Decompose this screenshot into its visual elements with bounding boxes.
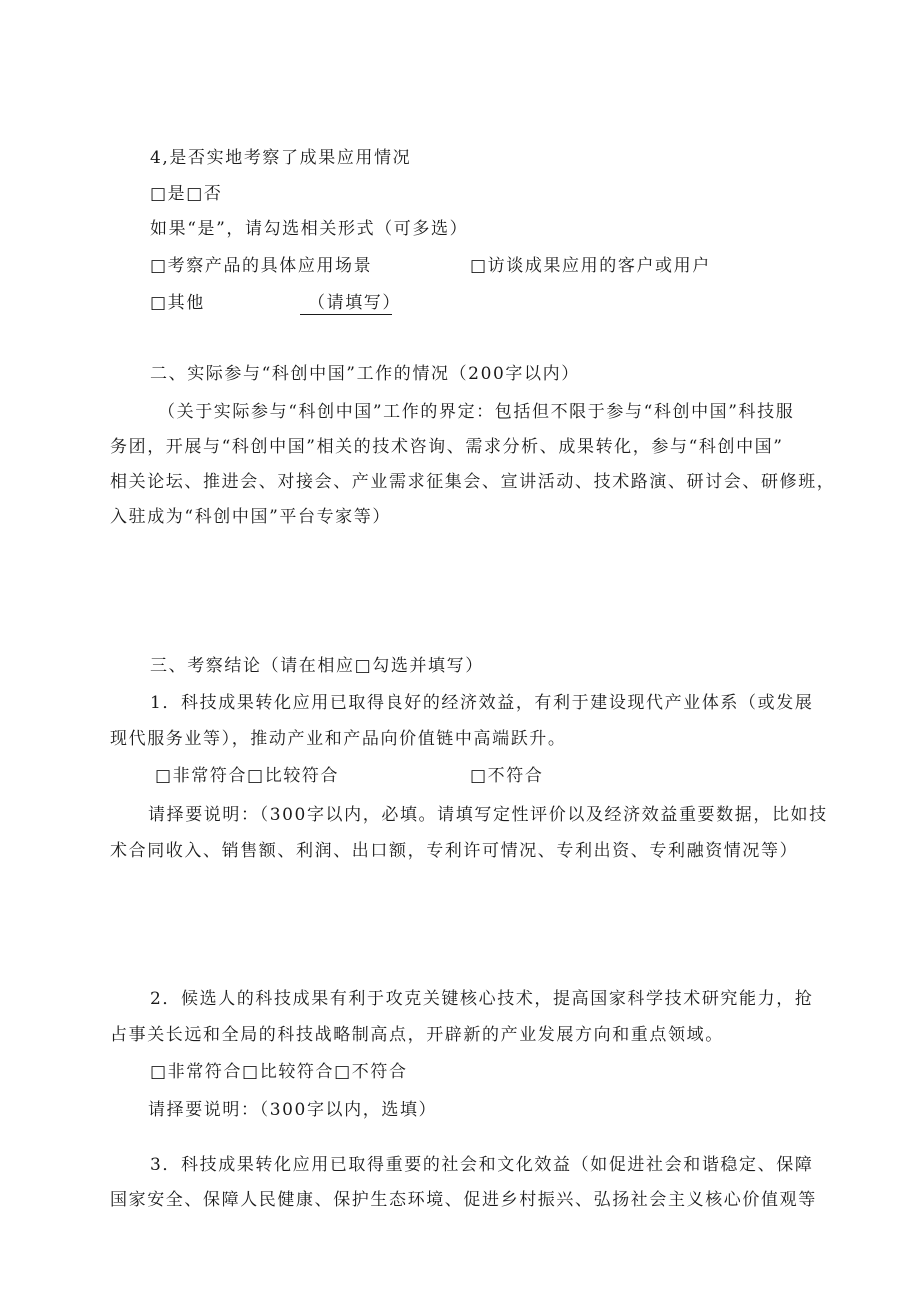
option-interview-users[interactable]: □访谈成果应用的客户或用户 [470,256,711,276]
item-2-text-line: 占事关长远和全局的科技战略制高点，开辟新的产业发展方向和重点领域。 [110,1025,724,1045]
section-3-heading: 三、考察结论（请在相应□勾选并填写） [150,656,484,676]
fill-blank-label: （请填写） [300,292,392,315]
item-2-options[interactable]: □非常符合□比较符合□不符合 [150,1062,408,1082]
section-2-note-line: 相关论坛、推进会、对接会、产业需求征集会、宣讲活动、技术路演、研讨会、研修班， [110,472,836,492]
item-1-option-not-match[interactable]: □不符合 [470,766,544,786]
item-1-explain-line: 术合同收入、销售额、利润、出口额，专利许可情况、专利出资、专利融资情况等） [110,841,799,861]
item-2-text-line: 2．候选人的科技成果有利于攻克关键核心技术，提高国家科学技术研究能力，抢 [150,989,814,1009]
section-2-note-line: （关于实际参与“科创中国”工作的界定：包括但不限于参与“科创中国”科技服 [158,402,795,422]
item-1-text-line: 1．科技成果转化应用已取得良好的经济效益，有利于建设现代产业体系（或发展 [150,693,814,713]
item-3-text-line: 3．科技成果转化应用已取得重要的社会和文化效益（如促进社会和谐稳定、保障 [150,1155,814,1175]
section-2-note-line: 入驻成为“科创中国”平台专家等） [110,507,391,527]
question-4: 4,是否实地考察了成果应用情况 [150,148,412,168]
item-2-explain: 请择要说明：（300字以内，选填） [148,1100,438,1120]
item-1-options-a[interactable]: □非常符合□比较符合 [155,766,340,786]
section-2-heading: 二、实际参与“科创中国”工作的情况（200字以内） [150,364,580,384]
if-yes-instruction: 如果“是”，请勾选相关形式（可多选） [150,219,469,239]
yes-no-options[interactable]: □是□否 [150,184,223,204]
option-application-scene[interactable]: □考察产品的具体应用场景 [150,256,373,276]
option-other[interactable]: □其他 [150,293,205,313]
item-1-explain-line: 请择要说明：（300字以内，必填。请填写定性评价以及经济效益重要数据，比如技 [148,805,828,825]
section-2-note-line: 务团，开展与“科创中国”相关的技术咨询、需求分析、成果转化，参与“科创中国” [110,437,784,457]
other-fill-blank[interactable] [300,291,401,315]
item-3-text-line: 国家安全、保障人民健康、保护生态环境、促进乡村振兴、弘扬社会主义核心价值观等 [110,1190,817,1210]
item-1-text-line: 现代服务业等），推动产业和产品向价值链中高端跃升。 [110,729,567,749]
